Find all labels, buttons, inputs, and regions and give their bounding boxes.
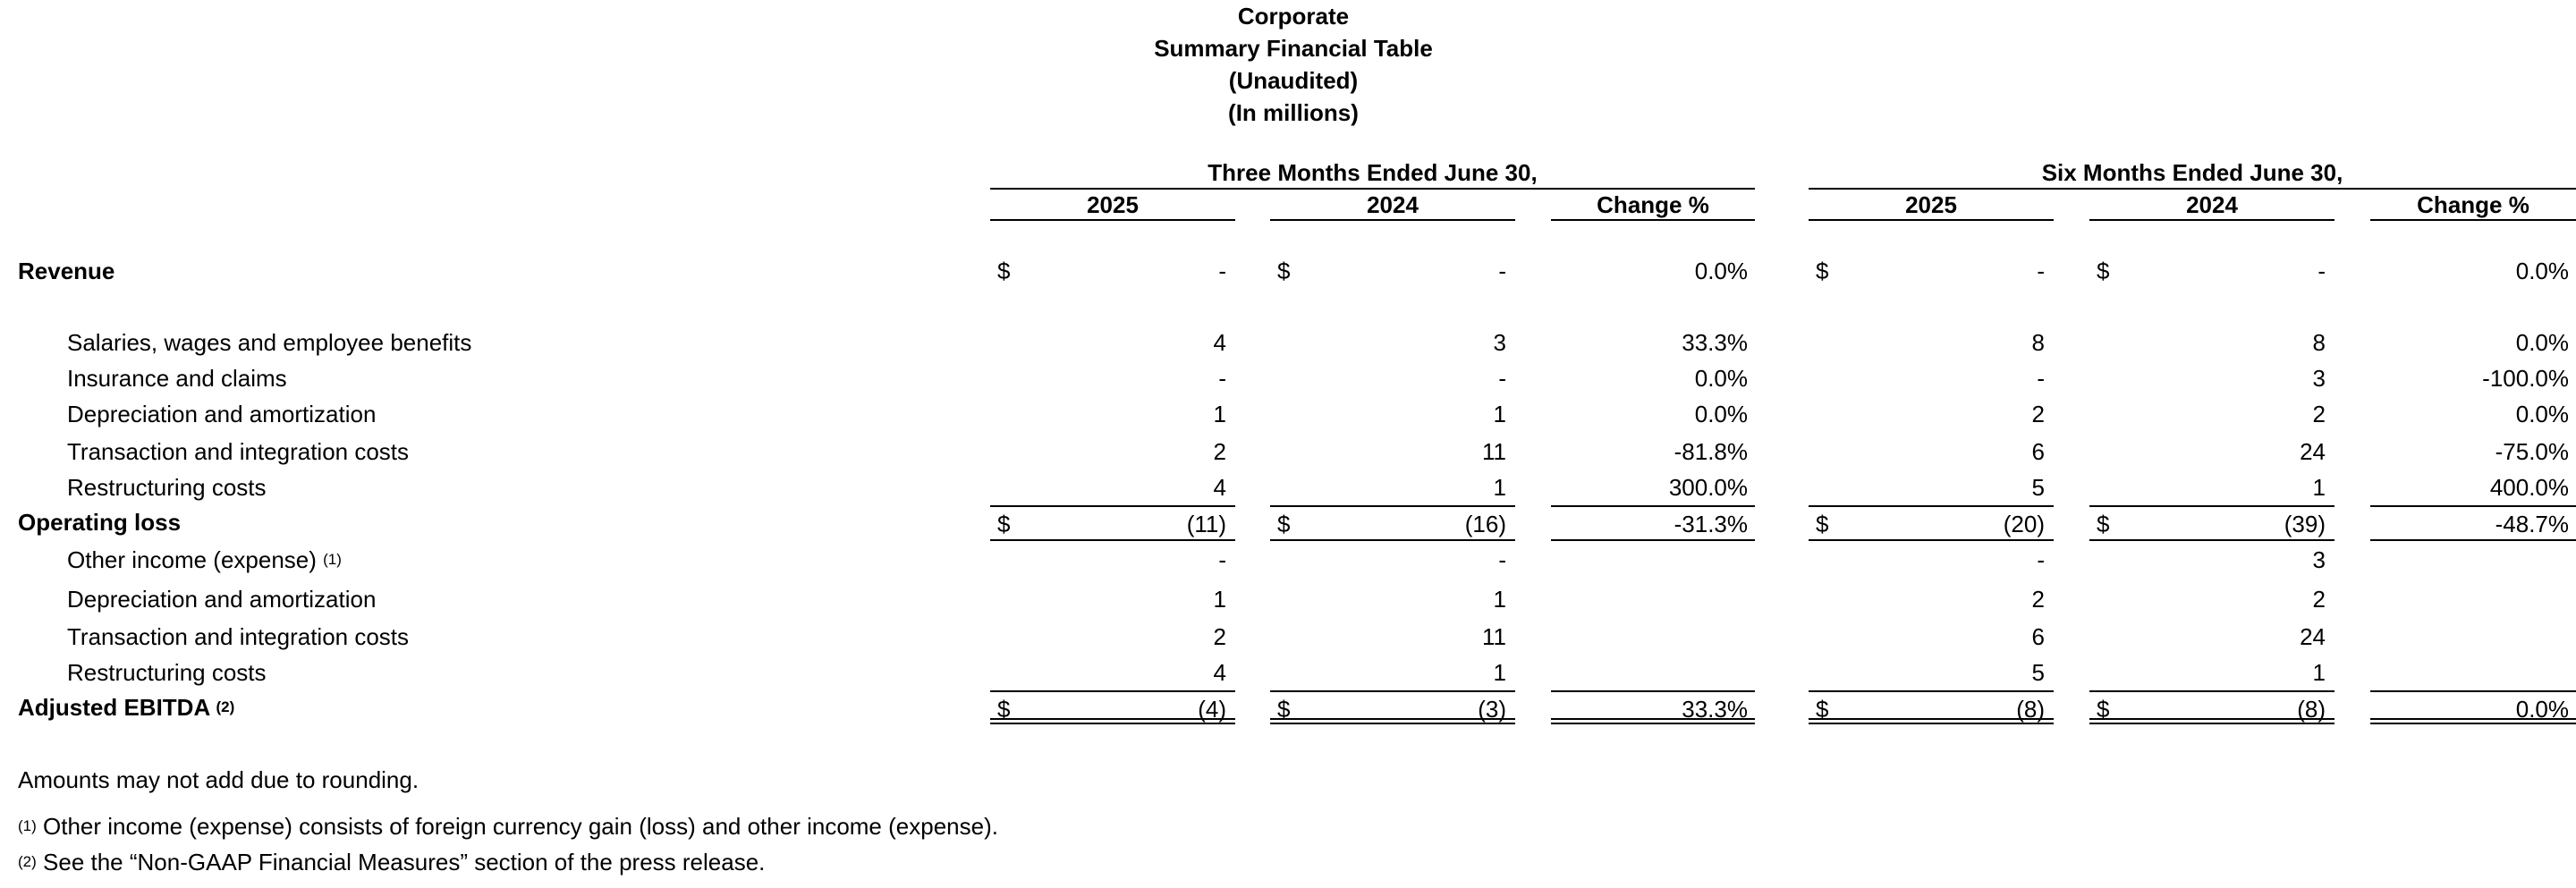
row-label-text: Restructuring costs (67, 659, 267, 686)
row-label-text: Depreciation and amortization (67, 401, 377, 427)
amount-cell (990, 361, 1235, 395)
amount-cell (990, 655, 1235, 689)
row-label-text: Insurance and claims (67, 365, 287, 392)
amount-cell (1270, 582, 1515, 616)
cell-value: 400.0% (2489, 474, 2569, 501)
change-percent-cell (1551, 620, 1755, 654)
amount-cell (990, 254, 1235, 288)
amount-cell (2089, 655, 2334, 689)
amount-cell (2089, 435, 2334, 469)
change-percent-cell (1551, 435, 1755, 469)
cell-value: 0.0% (1694, 258, 1748, 284)
change-percent-cell (2370, 326, 2576, 359)
cell-value: 3 (2312, 365, 2326, 392)
change-percent-cell (1551, 470, 1755, 504)
amount-cell (2089, 543, 2334, 577)
dollar-sign: $ (1816, 511, 1829, 537)
amount-cell (990, 690, 1235, 724)
amount-cell (1270, 655, 1515, 689)
amount-cell (1270, 470, 1515, 504)
cell-value: 0.0% (1694, 365, 1748, 392)
subtotal-rule (1270, 539, 1515, 541)
amount-cell (990, 326, 1235, 359)
column-header: 2024 (2089, 191, 2334, 221)
cell-value: -81.8% (1674, 438, 1748, 465)
amount-cell (1270, 254, 1515, 288)
cell-value: 2 (2312, 401, 2326, 427)
footnote (18, 847, 765, 881)
footnote (18, 811, 998, 845)
amount-cell (990, 470, 1235, 504)
title-line: Corporate (1237, 3, 1350, 30)
row-label (67, 326, 471, 359)
amount-cell (1809, 435, 2054, 469)
row-label (67, 470, 267, 504)
change-percent-cell (2370, 655, 2576, 689)
column-header: Change % (1551, 191, 1755, 221)
table-row (0, 582, 2576, 616)
cell-value: 1 (1213, 401, 1226, 427)
cell-value: 1 (1493, 401, 1506, 427)
dollar-sign: $ (2097, 696, 2110, 723)
subtotal-rule (2370, 539, 2576, 541)
row-label (67, 543, 342, 580)
row-label (18, 690, 234, 728)
cell-value: - (2037, 258, 2045, 284)
table-row (0, 470, 2576, 504)
cell-value: - (1498, 258, 1506, 284)
amount-cell (990, 397, 1235, 431)
table-row (0, 435, 2576, 469)
cell-value: (8) (2297, 696, 2326, 723)
cell-value: 2 (2312, 586, 2326, 613)
group-header: Six Months Ended June 30, (2041, 159, 2343, 186)
change-percent-cell (2370, 470, 2576, 504)
table-title-block (0, 0, 2576, 129)
dollar-sign: $ (997, 696, 1011, 723)
amount-cell (1270, 505, 1515, 539)
row-label (18, 505, 181, 539)
row-label-text: Transaction and integration costs (67, 438, 410, 465)
cell-value: (39) (2284, 511, 2326, 537)
change-percent-cell (2370, 505, 2576, 539)
row-label (67, 361, 287, 395)
cell-value: 1 (1493, 659, 1506, 686)
amount-cell (2089, 361, 2334, 395)
cell-value: 5 (2031, 659, 2045, 686)
table-row (0, 397, 2576, 431)
amount-cell (990, 543, 1235, 577)
group-header-rule (990, 188, 1755, 190)
subtotal-rule (2089, 539, 2334, 541)
change-percent-cell (2370, 690, 2576, 724)
group-header-rule (1809, 188, 2576, 190)
cell-value: 24 (2300, 438, 2326, 465)
row-label (67, 397, 376, 431)
footnote-text: See the “Non-GAAP Financial Measures” section of the press release. (43, 849, 766, 875)
amount-cell (990, 582, 1235, 616)
row-label (67, 655, 267, 689)
change-percent-cell (1551, 326, 1755, 359)
change-percent-cell (2370, 435, 2576, 469)
row-label-text: Restructuring costs (67, 474, 267, 501)
amount-cell (1809, 397, 2054, 431)
change-percent-cell (2370, 397, 2576, 431)
amount-cell (2089, 620, 2334, 654)
cell-value: - (1218, 546, 1226, 573)
dollar-sign: $ (1277, 511, 1291, 537)
dollar-sign: $ (1816, 696, 1829, 723)
amount-cell (1809, 326, 2054, 359)
cell-value: 1 (1493, 474, 1506, 501)
amount-cell (1809, 690, 2054, 724)
change-percent-cell (2370, 543, 2576, 577)
table-row (0, 326, 2576, 359)
cell-value: -31.3% (1674, 511, 1748, 537)
row-label (67, 582, 376, 616)
cell-value: 4 (1213, 659, 1226, 686)
amount-cell (1809, 620, 2054, 654)
amount-cell (1809, 470, 2054, 504)
title-line: (Unaudited) (1228, 67, 1359, 94)
change-percent-cell (2370, 254, 2576, 288)
amount-cell (990, 435, 1235, 469)
column-header: 2025 (1809, 191, 2054, 221)
cell-value: - (1498, 365, 1506, 392)
cell-value: - (2037, 365, 2045, 392)
change-percent-cell (2370, 620, 2576, 654)
dollar-sign: $ (1816, 258, 1829, 284)
table-row (0, 361, 2576, 395)
cell-value: (20) (2003, 511, 2045, 537)
cell-value: 300.0% (1668, 474, 1748, 501)
row-label-text: Revenue (18, 258, 115, 284)
cell-value: 1 (2312, 659, 2326, 686)
subtotal-rule (990, 539, 1235, 541)
change-percent-cell (2370, 582, 2576, 616)
column-header: 2025 (990, 191, 1235, 221)
amount-cell (1270, 620, 1515, 654)
amount-cell (1809, 582, 2054, 616)
amount-cell (2089, 470, 2334, 504)
cell-value: 2 (2031, 586, 2045, 613)
cell-value: - (2037, 546, 2045, 573)
cell-value: 0.0% (2515, 329, 2569, 356)
amount-cell (1809, 655, 2054, 689)
cell-value: - (2318, 258, 2326, 284)
footnote-text: Other income (expense) consists of foreign currency gain (loss) and other income (expense). (43, 813, 998, 840)
cell-value: 4 (1213, 329, 1226, 356)
table-row (0, 655, 2576, 689)
footnote-ref: (1) (323, 551, 342, 568)
amount-cell (1270, 543, 1515, 577)
cell-value: 2 (1213, 623, 1226, 650)
column-header: 2024 (1270, 191, 1515, 221)
change-percent-cell (2370, 361, 2576, 395)
amount-cell (1270, 690, 1515, 724)
cell-value: 0.0% (2515, 401, 2569, 427)
amount-cell (2089, 397, 2334, 431)
change-percent-cell (1551, 505, 1755, 539)
amount-cell (1809, 505, 2054, 539)
table-row (0, 505, 2576, 539)
amount-cell (1270, 361, 1515, 395)
amount-cell (1809, 254, 2054, 288)
cell-value: 8 (2312, 329, 2326, 356)
cell-value: (8) (2016, 696, 2045, 723)
table-row (0, 543, 2576, 577)
cell-value: (16) (1464, 511, 1506, 537)
change-percent-cell (1551, 361, 1755, 395)
row-label (18, 254, 114, 288)
cell-value: 3 (1493, 329, 1506, 356)
cell-value: (3) (1478, 696, 1506, 723)
row-label-text: Depreciation and amortization (67, 586, 377, 613)
cell-value: 6 (2031, 438, 2045, 465)
table-row (0, 254, 2576, 288)
cell-value: -75.0% (2495, 438, 2569, 465)
cell-value: 2 (1213, 438, 1226, 465)
amount-cell (2089, 326, 2334, 359)
amount-cell (2089, 690, 2334, 724)
row-label (67, 620, 409, 654)
cell-value: -100.0% (2482, 365, 2569, 392)
footnote-ref: (2) (216, 698, 235, 715)
amount-cell (1270, 435, 1515, 469)
cell-value: 11 (1482, 623, 1506, 650)
amount-cell (1270, 326, 1515, 359)
cell-value: 0.0% (1694, 401, 1748, 427)
cell-value: 3 (2312, 546, 2326, 573)
table-row (0, 620, 2576, 654)
cell-value: 33.3% (1682, 696, 1748, 723)
change-percent-cell (1551, 690, 1755, 724)
row-label-text: Salaries, wages and employee benefits (67, 329, 472, 356)
change-percent-cell (1551, 582, 1755, 616)
subtotal-rule (1551, 539, 1755, 541)
dollar-sign: $ (997, 258, 1011, 284)
cell-value: 1 (1493, 586, 1506, 613)
cell-value: 24 (2300, 623, 2326, 650)
footnote-text: Amounts may not add due to rounding. (18, 766, 419, 793)
amount-cell (2089, 582, 2334, 616)
footnote (18, 765, 419, 795)
cell-value: 0.0% (2515, 696, 2569, 723)
column-header: Change % (2370, 191, 2576, 221)
change-percent-cell (1551, 543, 1755, 577)
title-line: Summary Financial Table (1154, 35, 1433, 62)
cell-value: (11) (1186, 511, 1226, 537)
table-row (0, 690, 2576, 724)
cell-value: 8 (2031, 329, 2045, 356)
cell-value: 1 (1213, 586, 1226, 613)
row-label-text: Adjusted EBITDA (18, 694, 210, 721)
group-header: Three Months Ended June 30, (1208, 159, 1538, 186)
row-label-text: Operating loss (18, 509, 182, 536)
cell-value: 1 (2312, 474, 2326, 501)
row-label (67, 435, 409, 469)
amount-cell (2089, 505, 2334, 539)
amount-cell (1809, 361, 2054, 395)
amount-cell (2089, 254, 2334, 288)
dollar-sign: $ (2097, 511, 2110, 537)
cell-value: 0.0% (2515, 258, 2569, 284)
cell-value: - (1498, 546, 1506, 573)
dollar-sign: $ (1277, 696, 1291, 723)
cell-value: - (1218, 365, 1226, 392)
cell-value: 6 (2031, 623, 2045, 650)
cell-value: 11 (1482, 438, 1506, 465)
title-line: (In millions) (1228, 99, 1359, 126)
cell-value: -48.7% (2495, 511, 2569, 537)
row-label-text: Other income (expense) (67, 546, 317, 573)
cell-value: (4) (1198, 696, 1226, 723)
dollar-sign: $ (997, 511, 1011, 537)
dollar-sign: $ (1277, 258, 1291, 284)
row-label-text: Transaction and integration costs (67, 623, 410, 650)
cell-value: - (1218, 258, 1226, 284)
cell-value: 33.3% (1682, 329, 1748, 356)
change-percent-cell (1551, 254, 1755, 288)
amount-cell (990, 620, 1235, 654)
change-percent-cell (1551, 397, 1755, 431)
footnote-marker: (2) (18, 853, 37, 870)
cell-value: 5 (2031, 474, 2045, 501)
change-percent-cell (1551, 655, 1755, 689)
amount-cell (1270, 397, 1515, 431)
amount-cell (1809, 543, 2054, 577)
footnote-marker: (1) (18, 817, 37, 834)
subtotal-rule (1809, 539, 2054, 541)
cell-value: 4 (1213, 474, 1226, 501)
cell-value: 2 (2031, 401, 2045, 427)
amount-cell (990, 505, 1235, 539)
dollar-sign: $ (2097, 258, 2110, 284)
